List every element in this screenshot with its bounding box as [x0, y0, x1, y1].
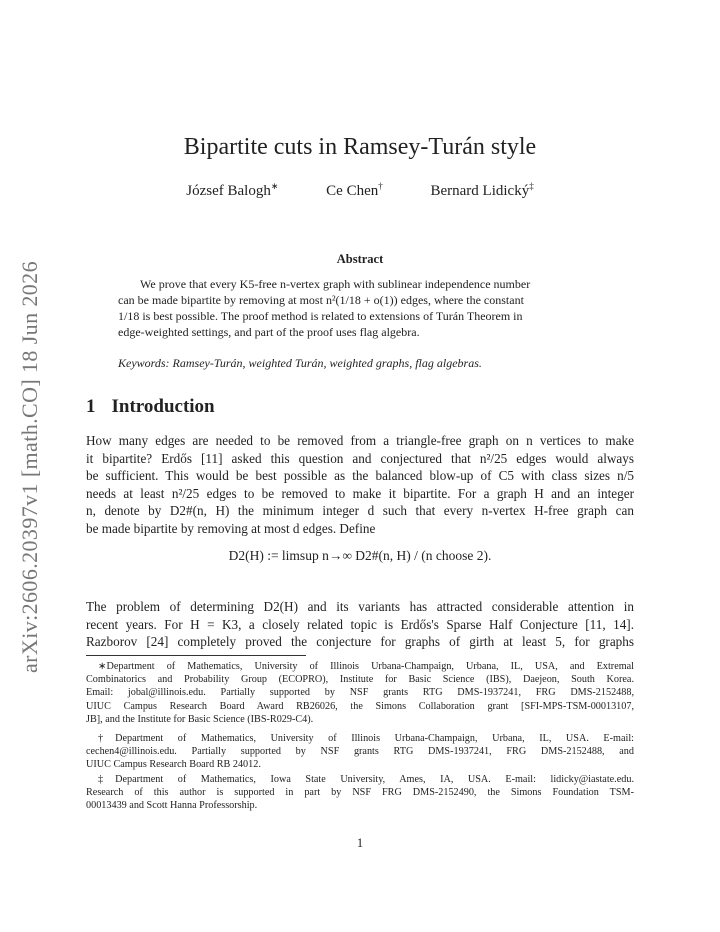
footnote-line: UIUC Campus Research Board RB 24012.: [86, 759, 261, 771]
author-mark: †: [378, 181, 383, 191]
body-line: be made bipartite by removing at most d edges. Define: [86, 520, 376, 536]
section-number: 1: [86, 396, 96, 417]
intro-paragraph: [86, 432, 634, 538]
footnote-line: Combinatorics and Probability Group (ECOPRO), Institute for Basic Science (IBS), Daejeon, South Korea.: [86, 674, 634, 686]
author-name: Bernard Lidický: [430, 183, 530, 199]
page-number: 1: [356, 836, 364, 850]
footnote-line: Email: jobal@illinois.edu. Partially supported by NSF grants RTG DMS-1937241, FRG DMS-2152488,: [86, 687, 634, 699]
footnote-author-3: [86, 773, 634, 813]
keywords: Keywords: Ramsey-Turán, weighted Turán, weighted graphs, flag algebras.: [118, 356, 482, 370]
abstract-text: [118, 276, 602, 340]
author-name: Ce Chen: [326, 183, 379, 199]
body-line: it bipartite? Erdős [11] asked this question and conjectured that n²/25 edges would always: [86, 450, 634, 466]
author-list: [0, 183, 720, 200]
abstract-line: can be made bipartite by removing at most n²(1/18 + o(1)) edges, where the constant: [118, 293, 524, 307]
paper-title: Bipartite cuts in Ramsey-Turán style: [183, 134, 537, 160]
body-line: How many edges are needed to be removed from a triangle-free graph on n vertices to make: [86, 433, 634, 448]
footnote-line: JB], and the Institute for Basic Science (IBS-R029-C4).: [86, 713, 314, 725]
footnote-line: cechen4@illinois.edu. Partially supported by NSF grants RTG DMS-1937241, FRG DMS-2152488, and: [86, 746, 634, 758]
body-line: The problem of determining D2(H) and its variants has attracted considerable attention in: [86, 599, 634, 614]
arxiv-identifier: arXiv:2606.20397v1 [math.CO] 18 Jun 2026: [17, 261, 42, 673]
footnote-line: UIUC Campus Research Board Award RB26026, the Simons Collaboration grant [SFI-MPS-TSM-00013107,: [86, 700, 634, 712]
author: [326, 183, 383, 199]
footnote-line: Research of this author is supported in part by NSF FRG DMS-2152490, the Simons Foundation TSM-: [86, 787, 634, 799]
body-line: Razborov [24] completely proved the conjecture for graphs of girth at least 5, for graphs: [86, 634, 634, 650]
footnote-author-1: [86, 660, 634, 726]
body-line: n, denote by D2#(n, H) the minimum integer d such that every n-vertex H-free graph can: [86, 503, 634, 519]
body-line: needs at least n²/25 edges to be removed to make it bipartite. For a graph H and an integer: [86, 485, 634, 501]
arxiv-sidebar: [10, 248, 50, 688]
body-line: be sufficient. This would be best possible as the balanced blow-up of C5 with class sizes n/5: [86, 468, 634, 484]
author-mark: ∗: [270, 181, 279, 191]
abstract-line: We prove that every K5-free n-vertex graph with sublinear independence number: [140, 277, 531, 291]
section-heading: [86, 396, 215, 418]
author-name: József Balogh: [186, 183, 271, 199]
body-paragraph: [86, 598, 634, 651]
footnote-line: †Department of Mathematics, University of Illinois Urbana-Champaign, Urbana, IL, USA. E-mail:: [98, 733, 634, 744]
footnote-author-2: [86, 732, 634, 772]
footnote-line: 00013439 and Scott Hanna Professorship.: [86, 800, 258, 812]
section-title: Introduction: [111, 396, 215, 417]
author: [430, 183, 533, 199]
footnote-rule: [86, 655, 306, 656]
abstract-heading: Abstract: [336, 252, 384, 266]
display-equation: D2(H) := limsup n→∞ D2#(n, H) / (n choose 2).: [228, 548, 492, 563]
abstract-line: 1/18 is best possible. The proof method is related to extensions of Turán Theorem in: [118, 309, 523, 323]
abstract-line: edge-weighted settings, and part of the proof uses flag algebra.: [118, 325, 420, 339]
author-mark: ‡: [529, 181, 534, 191]
footnote-line: ∗Department of Mathematics, University of Illinois Urbana-Champaign, Urbana, IL, USA, and Extremal: [98, 661, 634, 672]
author: [186, 183, 278, 199]
footnote-line: ‡Department of Mathematics, Iowa State University, Ames, IA, USA. E-mail: lidicky@iastate.edu.: [98, 774, 634, 785]
body-line: recent years. For H = K3, a closely related topic is Erdős's Sparse Half Conjecture [11, 14].: [86, 616, 634, 632]
